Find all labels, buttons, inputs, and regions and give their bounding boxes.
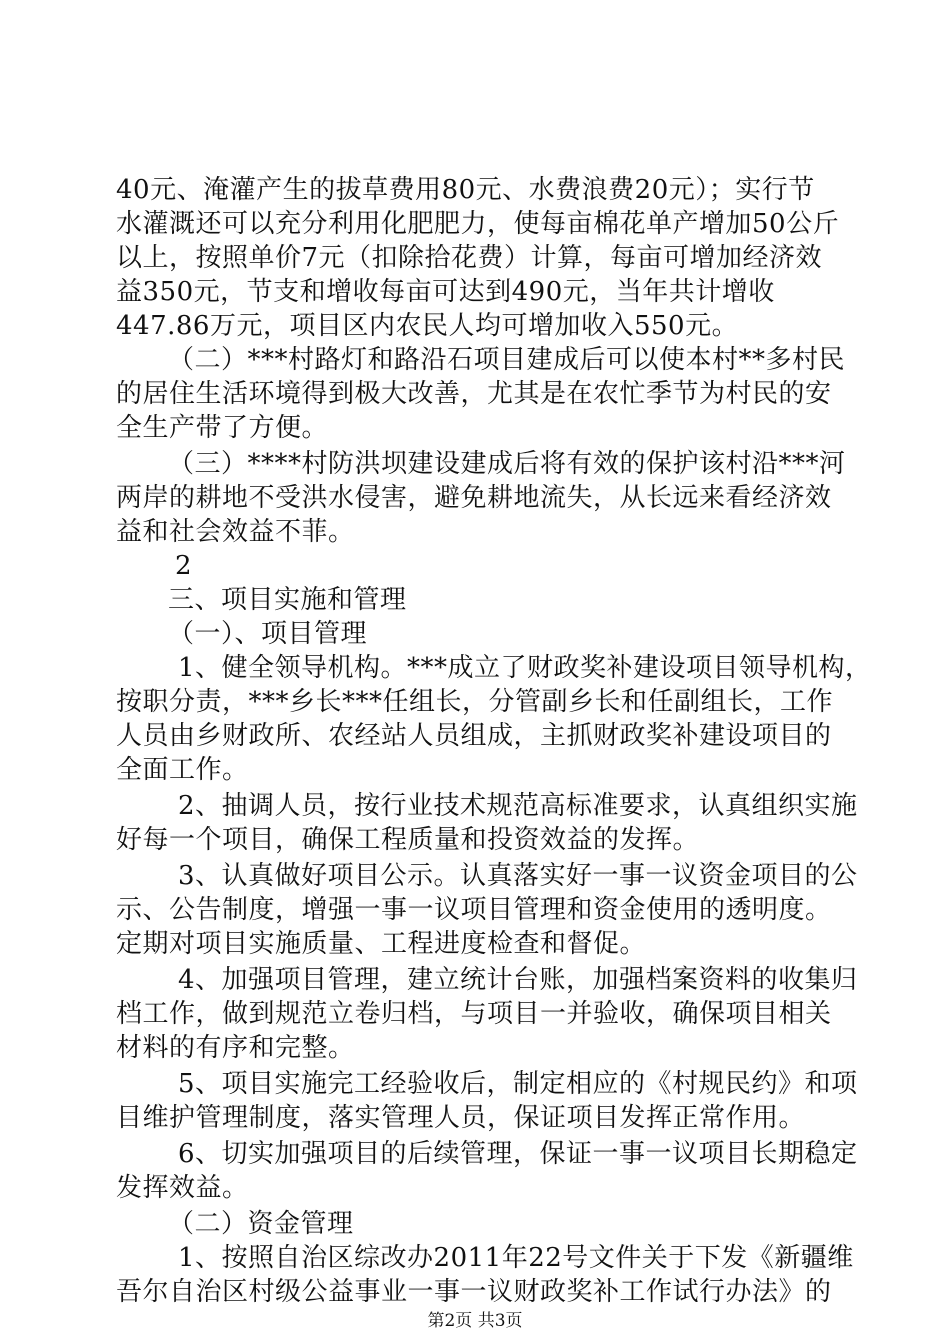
subsection-heading: （一）、项目管理 xyxy=(168,619,368,649)
body-text-line: 好每一个项目，确保工程质量和投资效益的发挥。 xyxy=(116,825,700,855)
body-text-line: 益和社会效益不菲。 xyxy=(116,517,355,547)
body-text-line: 以上，按照单价7元（扣除拾花费）计算，每亩可增加经济效 xyxy=(116,243,823,273)
body-text-line: 定期对项目实施质量、工程进度检查和督促。 xyxy=(116,929,647,959)
body-text-line: 40元、淹灌产生的拔草费用80元、水费浪费20元）；实行节 xyxy=(116,175,815,205)
body-text-line: 人员由乡财政所、农经站人员组成，主抓财政奖补建设项目的 xyxy=(116,721,832,751)
body-text-line: 两岸的耕地不受洪水侵害，避免耕地流失，从长远来看经济效 xyxy=(116,483,832,513)
list-item-start: 1、健全领导机构。***成立了财政奖补建设项目领导机构， xyxy=(178,653,872,683)
body-text-line: 示、公告制度，增强一事一议项目管理和资金使用的透明度。 xyxy=(116,895,832,925)
body-text-line: 发挥效益。 xyxy=(116,1173,249,1203)
body-text-line: 的居住生活环境得到极大改善，尤其是在农忙季节为村民的安 xyxy=(116,379,832,409)
body-text-line: 全面工作。 xyxy=(116,755,249,785)
list-item-start: 6、切实加强项目的后续管理，保证一事一议项目长期稳定 xyxy=(178,1139,858,1169)
section-paragraph-start: （三）****村防洪坝建设建成后将有效的保护该村沿***河 xyxy=(168,449,846,479)
body-text-line: 按职分责，***乡长***任组长，分管副乡长和任副组长，工作 xyxy=(116,687,834,717)
list-item-start: 5、项目实施完工经验收后，制定相应的《村规民约》和项 xyxy=(178,1069,858,1099)
body-text-line: 447.86万元，项目区内农民人均可增加收入550元。 xyxy=(116,311,739,341)
list-item-start: 2、抽调人员，按行业技术规范高标准要求，认真组织实施 xyxy=(178,791,858,821)
body-text-line: 档工作，做到规范立卷归档，与项目一并验收，确保项目相关 xyxy=(116,999,832,1029)
inline-page-number: 2 xyxy=(175,551,193,581)
list-item-start: 3、认真做好项目公示。认真落实好一事一议资金项目的公 xyxy=(178,861,858,891)
body-text-line: 益350元，节支和增收每亩可达到490元，当年共计增收 xyxy=(116,277,775,307)
body-text-line: 吾尔自治区村级公益事业一事一议财政奖补工作试行办法》的 xyxy=(116,1277,832,1307)
body-text-line: 全生产带了方便。 xyxy=(116,413,329,443)
body-text-line: 目维护管理制度，落实管理人员，保证项目发挥正常作用。 xyxy=(116,1103,806,1133)
body-text-line: 材料的有序和完整。 xyxy=(116,1033,355,1063)
subsection-heading: （二）资金管理 xyxy=(168,1209,354,1239)
section-paragraph-start: （二）***村路灯和路沿石项目建成后可以使本村**多村民 xyxy=(168,345,846,375)
list-item-start: 4、加强项目管理，建立统计台账，加强档案资料的收集归 xyxy=(178,965,858,995)
list-item-start: 1、按照自治区综改办2011年22号文件关于下发《新疆维 xyxy=(178,1243,854,1273)
section-heading: 三、项目实施和管理 xyxy=(168,585,407,615)
page-footer: 第2页 共3页 xyxy=(427,1311,523,1331)
body-text-line: 水灌溉还可以充分利用化肥肥力，使每亩棉花单产增加50公斤 xyxy=(116,209,840,239)
